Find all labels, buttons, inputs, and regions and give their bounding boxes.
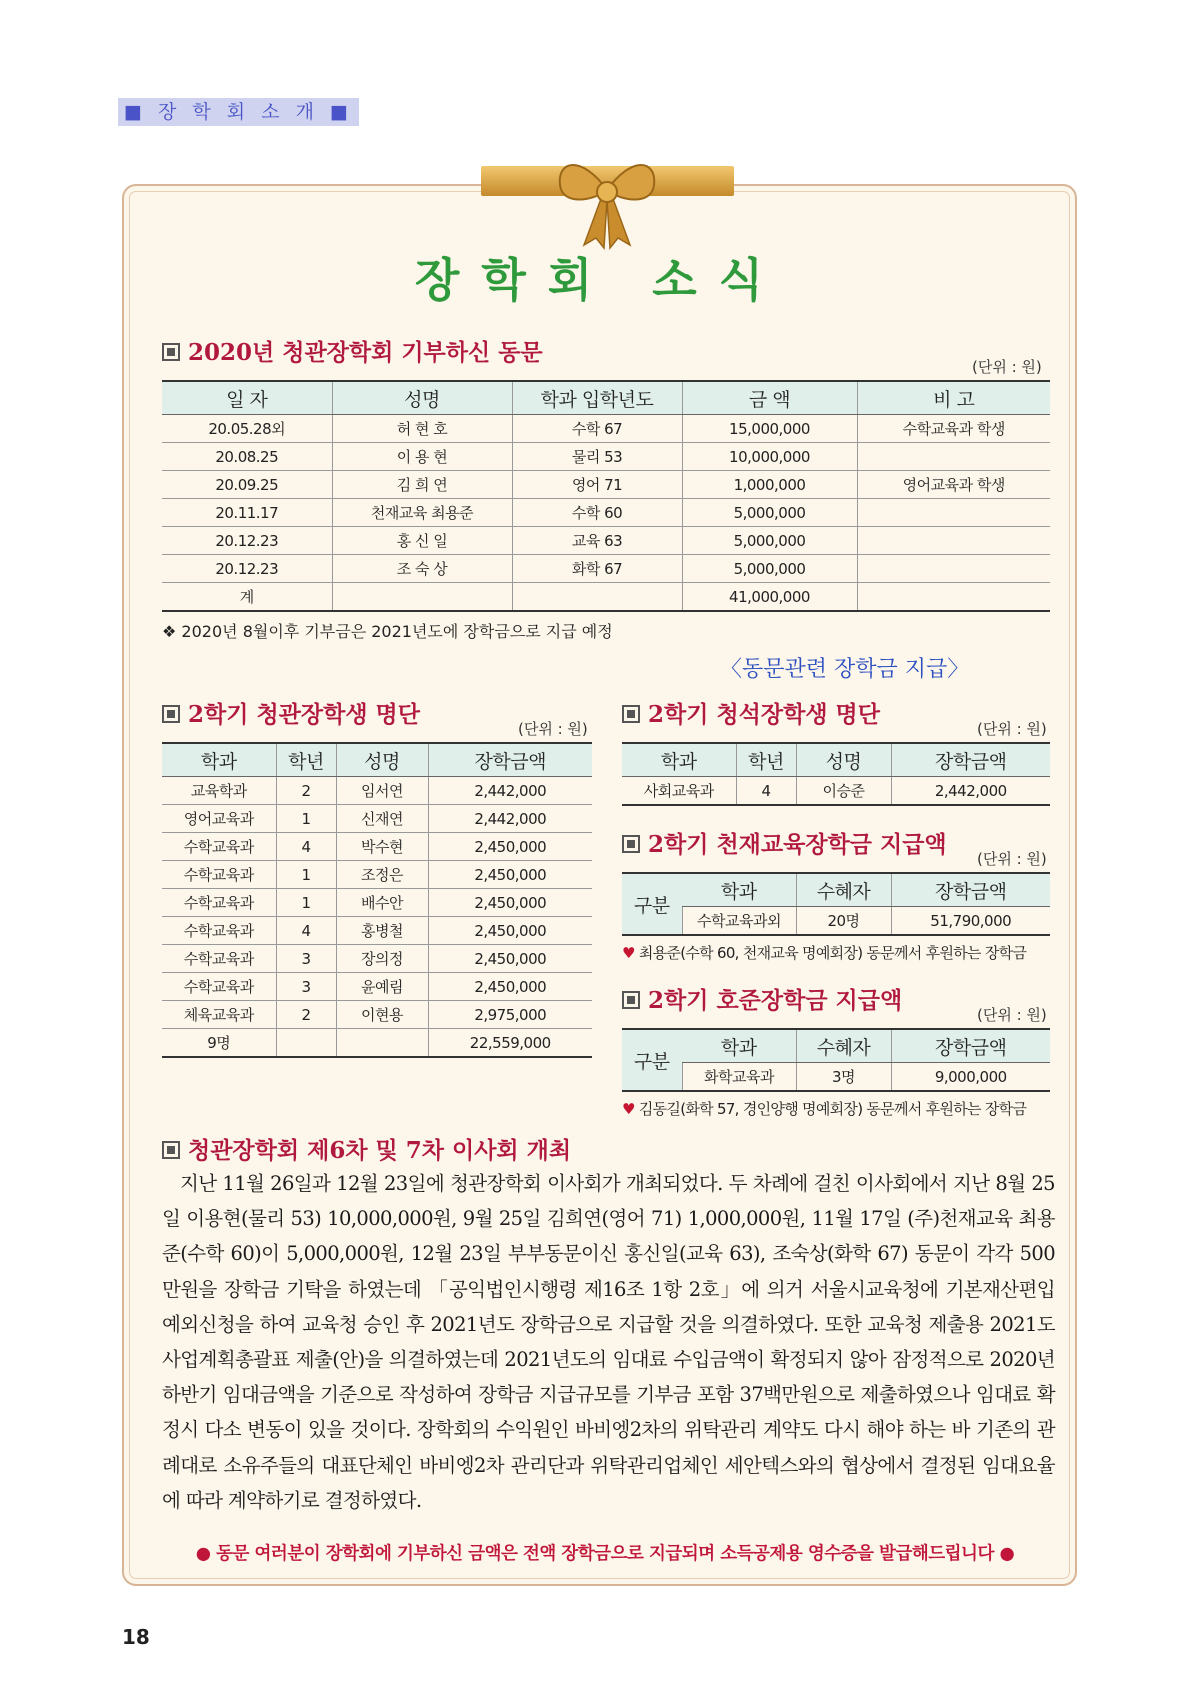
- table-cell: 20.11.17: [162, 499, 332, 527]
- table-cell: 수학 60: [512, 499, 682, 527]
- table-row: [162, 471, 1050, 499]
- table-cell: 2,450,000: [428, 889, 592, 917]
- table-row: [162, 583, 1050, 612]
- heart-icon: ♥: [622, 944, 635, 962]
- table-row: [622, 907, 1050, 936]
- square-bullet-icon: [162, 705, 180, 723]
- page-number: 18: [122, 1625, 150, 1649]
- table-cell: [857, 583, 1050, 612]
- table-cell: 2,450,000: [428, 945, 592, 973]
- table-cell: 수학 67: [512, 415, 682, 443]
- donation-notice: ● 동문 여러분이 장학회에 기부하신 금액은 전액 장학금으로 지급되며 소득공제용 영수증을 발급해드립니다 ●: [195, 1544, 1015, 1564]
- cheonjae-note: ♥ 최용준(수학 60, 천재교육 명예회장) 동문께서 후원하는 장학금: [622, 944, 1027, 962]
- square-bullet-icon: [622, 991, 640, 1009]
- table-row: [622, 1063, 1050, 1092]
- table-cell: 1: [276, 889, 336, 917]
- cheonjae-heading: 2학기 천재교육장학금 지급액: [622, 826, 947, 859]
- table-cell: 22,559,000: [428, 1029, 592, 1058]
- column-header: 장학금액: [891, 873, 1050, 907]
- table-cell: 천재교육 최용준: [332, 499, 512, 527]
- table-row: [162, 1001, 592, 1029]
- table-cell: 수학교육과: [162, 889, 276, 917]
- table-row: [162, 499, 1050, 527]
- gubun-cell: 구분: [622, 1029, 682, 1091]
- table-cell: 1: [276, 805, 336, 833]
- bow-icon: [552, 150, 662, 250]
- hojun-table: [622, 1028, 1050, 1092]
- table-cell: 2: [276, 1001, 336, 1029]
- table-cell: 20.12.23: [162, 555, 332, 583]
- table-row: [162, 973, 592, 1001]
- table-cell: 이승준: [796, 777, 891, 806]
- table-row: [162, 861, 592, 889]
- page-title: 장학회 소식: [414, 253, 786, 307]
- table-cell: 9,000,000: [891, 1063, 1050, 1092]
- donation-table: [162, 380, 1050, 612]
- column-header: 학년: [276, 743, 336, 777]
- table-cell: 배수안: [336, 889, 428, 917]
- unit-label: (단위 : 원): [977, 850, 1047, 868]
- table-header-row: [622, 743, 1050, 777]
- table-cell: [276, 1029, 336, 1058]
- table-cell: 수학교육과외: [682, 907, 796, 936]
- table-cell: 5,000,000: [682, 555, 857, 583]
- column-header: 성명: [332, 381, 512, 415]
- table-cell: 20.09.25: [162, 471, 332, 499]
- donation-note: ❖ 2020년 8월이후 기부금은 2021년도에 장학금으로 지급 예정: [162, 622, 613, 641]
- column-header: 장학금액: [428, 743, 592, 777]
- table-cell: 윤예림: [336, 973, 428, 1001]
- table-row: [162, 917, 592, 945]
- table-cell: 15,000,000: [682, 415, 857, 443]
- table-cell: 이 용 현: [332, 443, 512, 471]
- table-cell: 조정은: [336, 861, 428, 889]
- table-cell: 홍병철: [336, 917, 428, 945]
- table-cell: 20.05.28외: [162, 415, 332, 443]
- table-cell: 3: [276, 945, 336, 973]
- table-row: [162, 415, 1050, 443]
- cheonggwan-table: [162, 742, 592, 1058]
- column-header: 학과: [682, 873, 796, 907]
- table-cell: 수학교육과: [162, 861, 276, 889]
- table-row: [162, 777, 592, 805]
- column-header: 학과: [682, 1029, 796, 1063]
- table-cell: 2,450,000: [428, 861, 592, 889]
- table-cell: 10,000,000: [682, 443, 857, 471]
- table-cell: 4: [276, 833, 336, 861]
- table-cell: 영어 71: [512, 471, 682, 499]
- table-cell: 박수현: [336, 833, 428, 861]
- heart-icon: ♥: [622, 1100, 635, 1118]
- table-cell: 2,450,000: [428, 917, 592, 945]
- table-cell: [857, 499, 1050, 527]
- board-heading: 청관장학회 제6차 및 7차 이사회 개최: [162, 1132, 571, 1165]
- donation-heading: 2020년 청관장학회 기부하신 동문: [162, 334, 543, 367]
- table-cell: 장의정: [336, 945, 428, 973]
- table-cell: 허 현 호: [332, 415, 512, 443]
- column-header: 수혜자: [796, 1029, 891, 1063]
- table-cell: [512, 583, 682, 612]
- cheonggwan-heading: 2학기 청관장학생 명단: [162, 696, 420, 729]
- table-cell: 수학교육과: [162, 973, 276, 1001]
- table-cell: 영어교육과 학생: [857, 471, 1050, 499]
- column-header: 학년: [736, 743, 796, 777]
- table-cell: 41,000,000: [682, 583, 857, 612]
- square-bullet-icon: [162, 1141, 180, 1159]
- cheongseok-table: [622, 742, 1050, 806]
- table-cell: 4: [736, 777, 796, 806]
- table-cell: 2: [276, 777, 336, 805]
- column-header: 장학금액: [891, 743, 1050, 777]
- column-header: 성명: [796, 743, 891, 777]
- column-header: 금 액: [682, 381, 857, 415]
- table-cell: 1: [276, 861, 336, 889]
- table-cell: 수학교육과: [162, 945, 276, 973]
- hojun-note: ♥ 김동길(화학 57, 경인양행 명예회장) 동문께서 후원하는 장학금: [622, 1100, 1027, 1118]
- gubun-cell: 구분: [622, 873, 682, 935]
- table-cell: 교육학과: [162, 777, 276, 805]
- section-tag: ■ 장 학 회 소 개 ■: [118, 98, 359, 126]
- square-bullet-icon: [622, 705, 640, 723]
- table-cell: 신재연: [336, 805, 428, 833]
- table-cell: 5,000,000: [682, 499, 857, 527]
- table-cell: 임서연: [336, 777, 428, 805]
- table-cell: 5,000,000: [682, 527, 857, 555]
- table-cell: 2,450,000: [428, 833, 592, 861]
- table-cell: 수학교육과: [162, 917, 276, 945]
- table-cell: 20명: [796, 907, 891, 936]
- table-row: [162, 945, 592, 973]
- column-header: 학과 입학년도: [512, 381, 682, 415]
- table-cell: 체육교육과: [162, 1001, 276, 1029]
- column-header: 장학금액: [891, 1029, 1050, 1063]
- table-cell: 수학교육과 학생: [857, 415, 1050, 443]
- table-cell: 이현용: [336, 1001, 428, 1029]
- unit-label: (단위 : 원): [972, 358, 1042, 376]
- table-cell: 사회교육과: [622, 777, 736, 806]
- column-header: 학과: [162, 743, 276, 777]
- column-header: 학과: [622, 743, 736, 777]
- table-cell: 김 희 연: [332, 471, 512, 499]
- table-cell: 9명: [162, 1029, 276, 1058]
- table-cell: 수학교육과: [162, 833, 276, 861]
- table-cell: [336, 1029, 428, 1058]
- table-row: [162, 1029, 592, 1058]
- square-bullet-icon: [622, 835, 640, 853]
- table-row: [162, 805, 592, 833]
- table-cell: 화학 67: [512, 555, 682, 583]
- table-cell: 2,442,000: [428, 805, 592, 833]
- hojun-heading: 2학기 호준장학금 지급액: [622, 982, 902, 1015]
- table-row: [162, 833, 592, 861]
- table-cell: 3: [276, 973, 336, 1001]
- square-bullet-icon: [162, 343, 180, 361]
- table-row: [162, 889, 592, 917]
- table-cell: 물리 53: [512, 443, 682, 471]
- cheonjae-table: [622, 872, 1050, 936]
- table-cell: 영어교육과: [162, 805, 276, 833]
- column-header: 일 자: [162, 381, 332, 415]
- table-cell: 홍 신 일: [332, 527, 512, 555]
- table-cell: [857, 443, 1050, 471]
- table-cell: 계: [162, 583, 332, 612]
- table-cell: 20.08.25: [162, 443, 332, 471]
- table-header-row: [162, 743, 592, 777]
- table-cell: [332, 583, 512, 612]
- table-cell: 교육 63: [512, 527, 682, 555]
- table-cell: 조 숙 상: [332, 555, 512, 583]
- table-row: [162, 555, 1050, 583]
- table-cell: 4: [276, 917, 336, 945]
- table-cell: 20.12.23: [162, 527, 332, 555]
- table-cell: 화학교육과: [682, 1063, 796, 1092]
- table-cell: 1,000,000: [682, 471, 857, 499]
- table-cell: 2,450,000: [428, 973, 592, 1001]
- table-row: [622, 777, 1050, 806]
- subsection-title: 〈동문관련 장학금 지급〉: [720, 657, 970, 682]
- column-header: 성명: [336, 743, 428, 777]
- table-cell: [857, 527, 1050, 555]
- table-cell: 3명: [796, 1063, 891, 1092]
- table-cell: [857, 555, 1050, 583]
- table-cell: 2,442,000: [428, 777, 592, 805]
- table-header-row: [162, 381, 1050, 415]
- table-cell: 2,442,000: [891, 777, 1050, 806]
- table-row: [162, 443, 1050, 471]
- unit-label: (단위 : 원): [977, 720, 1047, 738]
- table-cell: 2,975,000: [428, 1001, 592, 1029]
- cheongseok-heading: 2학기 청석장학생 명단: [622, 696, 880, 729]
- column-header: 비 고: [857, 381, 1050, 415]
- board-paragraph: 지난 11월 26일과 12월 23일에 청관장학회 이사회가 개최되었다. 두 차례에 걸친 이사회에서 지난 8월 25일 이용현(물리 53) 10,000,000원, 9월 25일 김희연(영어 71) 1,000,000원, 11월 17일 (주)천재교육 최용준(수학 60)이 5,000,000원, 12월 23일 부부동문이신 홍신일(교육 63), 조숙상(화학 67) 동문이 각각 500만원을 장학금 기탁을 하였는데 「공익법인시행령 제16조 1항 2호」에 의거 서울시교육청에 기본재산편입 예외신청을 하여 교육청 승인 후 2021년도 장학금으로 지급할 것을 의결하였다. 또한 교육청 제출용 2021도 사업계획총괄표 제출(안)을 의결하였는데 2021년도의 임대료 수입금액이 확정되지 않아 잠정적으로 2020년 하반기 임대금액을 기준으로 작성하여 장학금 지급규모를 기부금 포함 37백만원으로 제출하였으나 임대료 확정시 다소 변동이 있을 것이다. 장학회의 수익원인 바비엥2차의 위탁관리 계약도 다시 해야 하는 바 기존의 관례대로 소유주들의 대표단체인 바비엥2차 관리단과 위탁관리업체인 세안텍스와의 협상에서 결정된 임대요율에 따라 계약하기로 결정하였다.: [162, 1172, 1055, 1512]
- unit-label: (단위 : 원): [518, 720, 588, 738]
- table-row: [162, 527, 1050, 555]
- unit-label: (단위 : 원): [977, 1006, 1047, 1024]
- table-cell: 51,790,000: [891, 907, 1050, 936]
- column-header: 수혜자: [796, 873, 891, 907]
